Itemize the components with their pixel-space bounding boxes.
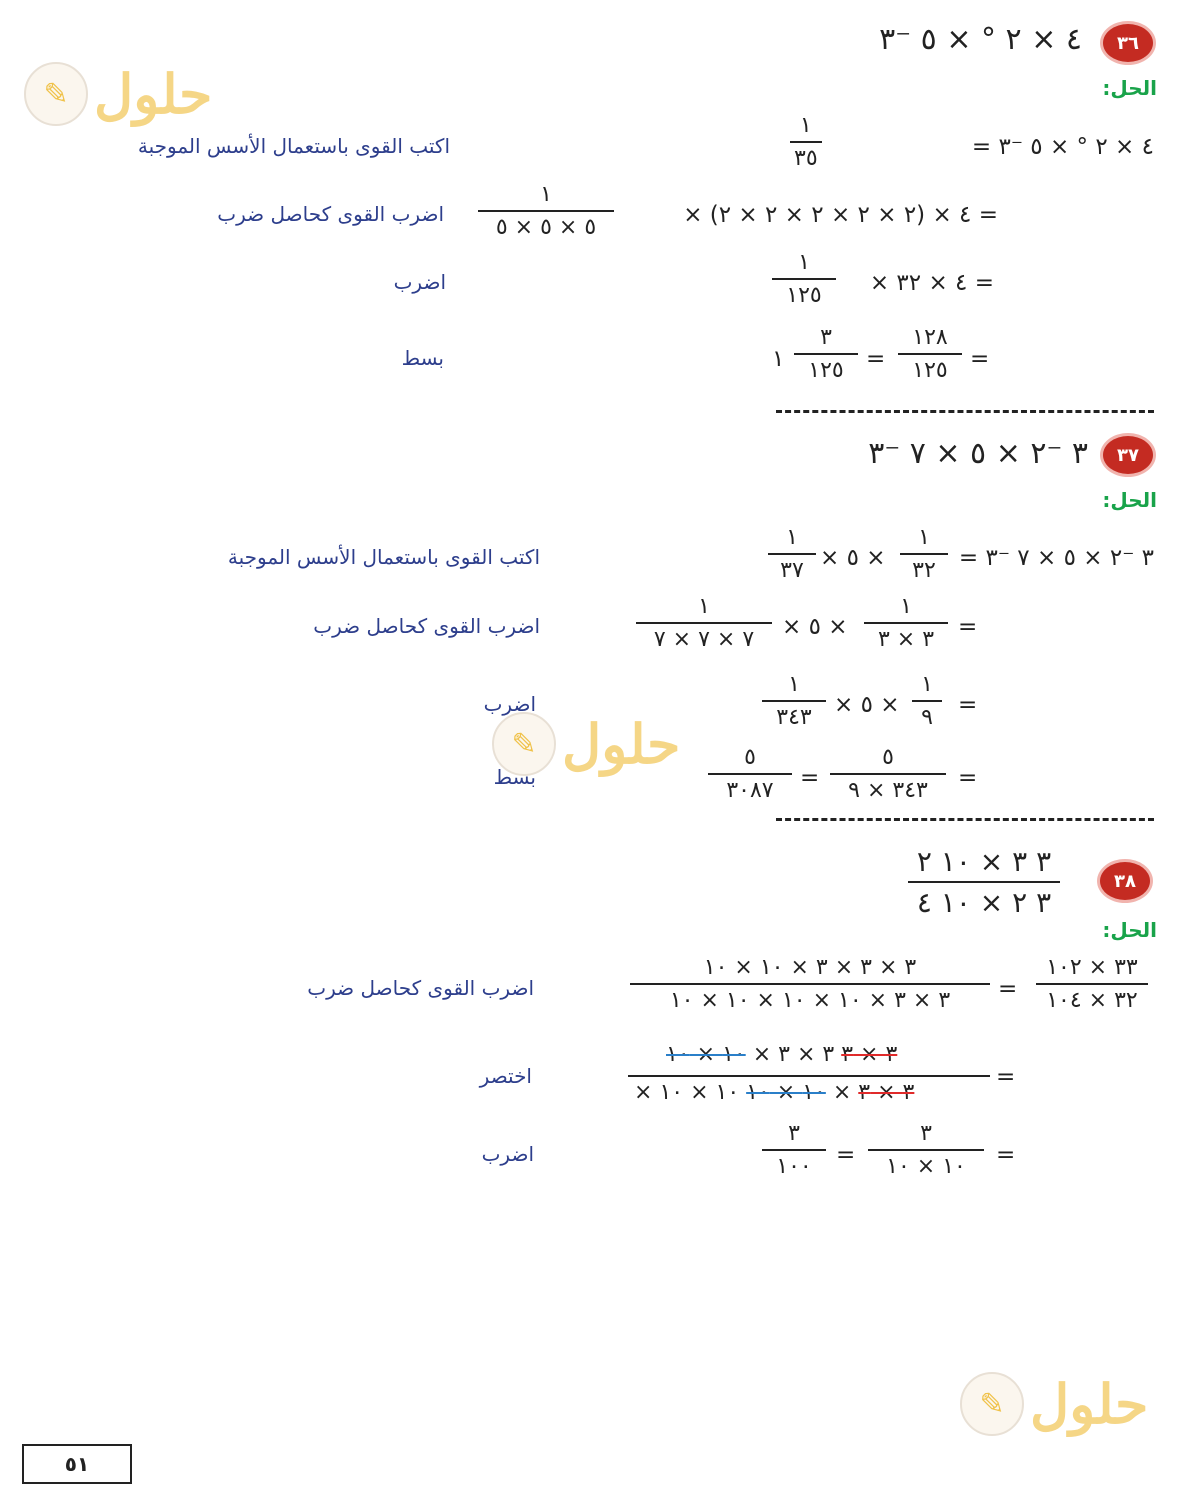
section-separator: [776, 410, 1154, 413]
cancelled-term: ١٠ × ١٠: [666, 1042, 746, 1067]
step-note: اضرب القوى كحاصل ضرب: [217, 202, 444, 226]
fraction: [478, 183, 614, 240]
step-note: اضرب القوى كحاصل ضرب: [313, 614, 540, 638]
step-note: اكتب القوى باستعمال الأسس الموجبة: [137, 134, 450, 158]
numerator: ١: [540, 182, 552, 207]
watermark-text: حلول: [562, 712, 681, 776]
denominator: ٣٤٣: [762, 700, 826, 730]
denominator: ١٢٥: [772, 278, 836, 308]
fraction: [864, 595, 948, 652]
step-note: اختصر: [479, 1064, 532, 1088]
step-note: اضرب القوى كحاصل ضرب: [307, 976, 534, 1000]
step-note: اضرب: [393, 270, 446, 294]
fraction: [794, 326, 858, 383]
fraction: [868, 1122, 984, 1179]
watermark-book-icon: ✎: [960, 1372, 1024, 1436]
solution-label: الحل:: [1102, 488, 1157, 512]
denominator: ٣ × ٣ × ١٠ × ١٠ × ١٠ × ١٠: [630, 983, 990, 1013]
denominator: ٣٠٨٧: [708, 773, 792, 803]
equals-sign: =: [836, 1142, 856, 1168]
fraction: [762, 673, 826, 730]
equals-sign: =: [958, 614, 978, 640]
equals-sign: =: [958, 692, 978, 718]
numerator: [666, 1042, 897, 1067]
numerator: ١: [900, 594, 912, 619]
step-expression: = ٤ × (٢ × ٢ × ٢ × ٢ × ٢) ×: [683, 202, 998, 228]
kept-term: ٣ × ٣ ×: [752, 1042, 835, 1067]
equals-sign: =: [866, 346, 886, 372]
numerator: ٣: [920, 1121, 932, 1146]
fraction: [898, 326, 962, 383]
watermark-book-icon: ✎: [492, 712, 556, 776]
watermark-book-icon: ✎: [24, 62, 88, 126]
numerator: ١: [921, 672, 933, 697]
denominator: ١٢٥: [794, 353, 858, 383]
denominator: ٥ × ٥ × ٥: [478, 210, 614, 240]
numerator: ١: [788, 672, 800, 697]
denominator: ٩: [912, 700, 942, 730]
problem-expression: ٣ ⁻٢ × ٥ × ٧ ⁻٣: [868, 436, 1088, 471]
numerator: ٣: [788, 1121, 800, 1146]
whole-number: ١: [772, 346, 785, 372]
numerator: ٣ ٣ × ١٠ ٢: [916, 845, 1052, 878]
fraction: [772, 251, 836, 308]
watermark-top: [24, 62, 212, 126]
fraction: [1036, 956, 1148, 1013]
solution-label: الحل:: [1102, 76, 1157, 100]
numerator: ٣٣ × ١٠٢: [1046, 955, 1138, 980]
fraction: [636, 595, 772, 652]
step-note: بسط: [493, 765, 536, 789]
fraction: [830, 746, 946, 803]
fraction-bar: [628, 1075, 990, 1077]
fraction: [762, 1122, 826, 1179]
watermark-text: حلول: [94, 62, 213, 126]
section-separator: [776, 818, 1154, 821]
equals-sign: =: [970, 346, 990, 372]
denominator: ٣ × ٣: [864, 622, 948, 652]
fraction: [790, 114, 822, 171]
watermark-text: حلول: [1030, 1372, 1149, 1436]
denominator: ٣ ٢ × ١٠ ٤: [908, 881, 1060, 919]
kept-term: ١٠ × ١٠ ×: [634, 1080, 740, 1105]
step-expression: ٣ ⁻٢ × ٥ × ٧ ⁻٣ =: [958, 545, 1154, 571]
step-note: اضرب: [481, 1142, 534, 1166]
solution-label: الحل:: [1102, 918, 1157, 942]
numerator: ٥: [744, 745, 756, 770]
denominator: ٣٥: [790, 141, 822, 171]
numerator: ١: [786, 525, 798, 550]
numerator: ٣: [820, 325, 832, 350]
operator: × ٥ ×: [782, 614, 848, 640]
denominator: ٣٤٣ × ٩: [830, 773, 946, 803]
numerator: ١٢٨: [912, 325, 948, 350]
page-number: ٥١: [22, 1444, 132, 1484]
equals-sign: =: [958, 765, 978, 791]
cancelled-term: ٣ × ٣: [858, 1080, 915, 1105]
watermark-bottom: [960, 1372, 1148, 1436]
denominator: ١٠ × ١٠: [868, 1149, 984, 1179]
equals-sign: =: [996, 1142, 1016, 1168]
denominator: ٣٧: [768, 553, 816, 583]
denominator: ١٠٠: [762, 1149, 826, 1179]
numerator: ١: [698, 594, 710, 619]
numerator: ٣ × ٣ × ٣ × ١٠ × ١٠: [703, 955, 917, 980]
cancelled-term: ٣ × ٣: [841, 1042, 898, 1067]
denominator: ٣٢ × ١٠٤: [1036, 983, 1148, 1013]
problem-expression: ٤ × ٢ ° × ٥ ⁻٣: [879, 22, 1082, 57]
step-note: بسط: [401, 346, 444, 370]
fraction: [912, 673, 942, 730]
operator: × ٥ ×: [820, 545, 886, 571]
cancel-fraction: [628, 1040, 990, 1110]
denominator: ١٢٥: [898, 353, 962, 383]
equals-sign: =: [800, 765, 820, 791]
numerator: ١: [798, 250, 810, 275]
numerator: ١: [918, 525, 930, 550]
equals-sign: =: [996, 1064, 1016, 1090]
equals-sign: =: [998, 976, 1018, 1002]
problem-fraction: [908, 846, 1060, 919]
cancelled-term: ١٠ × ١٠: [746, 1080, 826, 1105]
problem-number-badge: ٣٦: [1103, 24, 1153, 62]
problem-number-badge: ٣٧: [1103, 436, 1153, 474]
step-note: اكتب القوى باستعمال الأسس الموجبة: [227, 545, 540, 569]
step-expression: = ٤ × ٣٢ ×: [869, 270, 994, 296]
operator: × ٥ ×: [834, 692, 900, 718]
problem-number-badge: ٣٨: [1100, 862, 1150, 900]
denominator: ٧ × ٧ × ٧: [636, 622, 772, 652]
step-note: اضرب: [483, 692, 536, 716]
fraction: [630, 956, 990, 1013]
denominator: ٣٢: [900, 553, 948, 583]
fraction: [900, 526, 948, 583]
denominator: ٣ × ٣ × ١٠ × ١٠ ١٠ × ١٠ ×: [634, 1080, 915, 1105]
fraction: [768, 526, 816, 583]
step-expression: ٤ × ٢ ° × ٥ ⁻٣ =: [971, 134, 1154, 160]
fraction: [708, 746, 792, 803]
numerator: ١: [799, 113, 812, 138]
numerator: ٥: [882, 745, 894, 770]
